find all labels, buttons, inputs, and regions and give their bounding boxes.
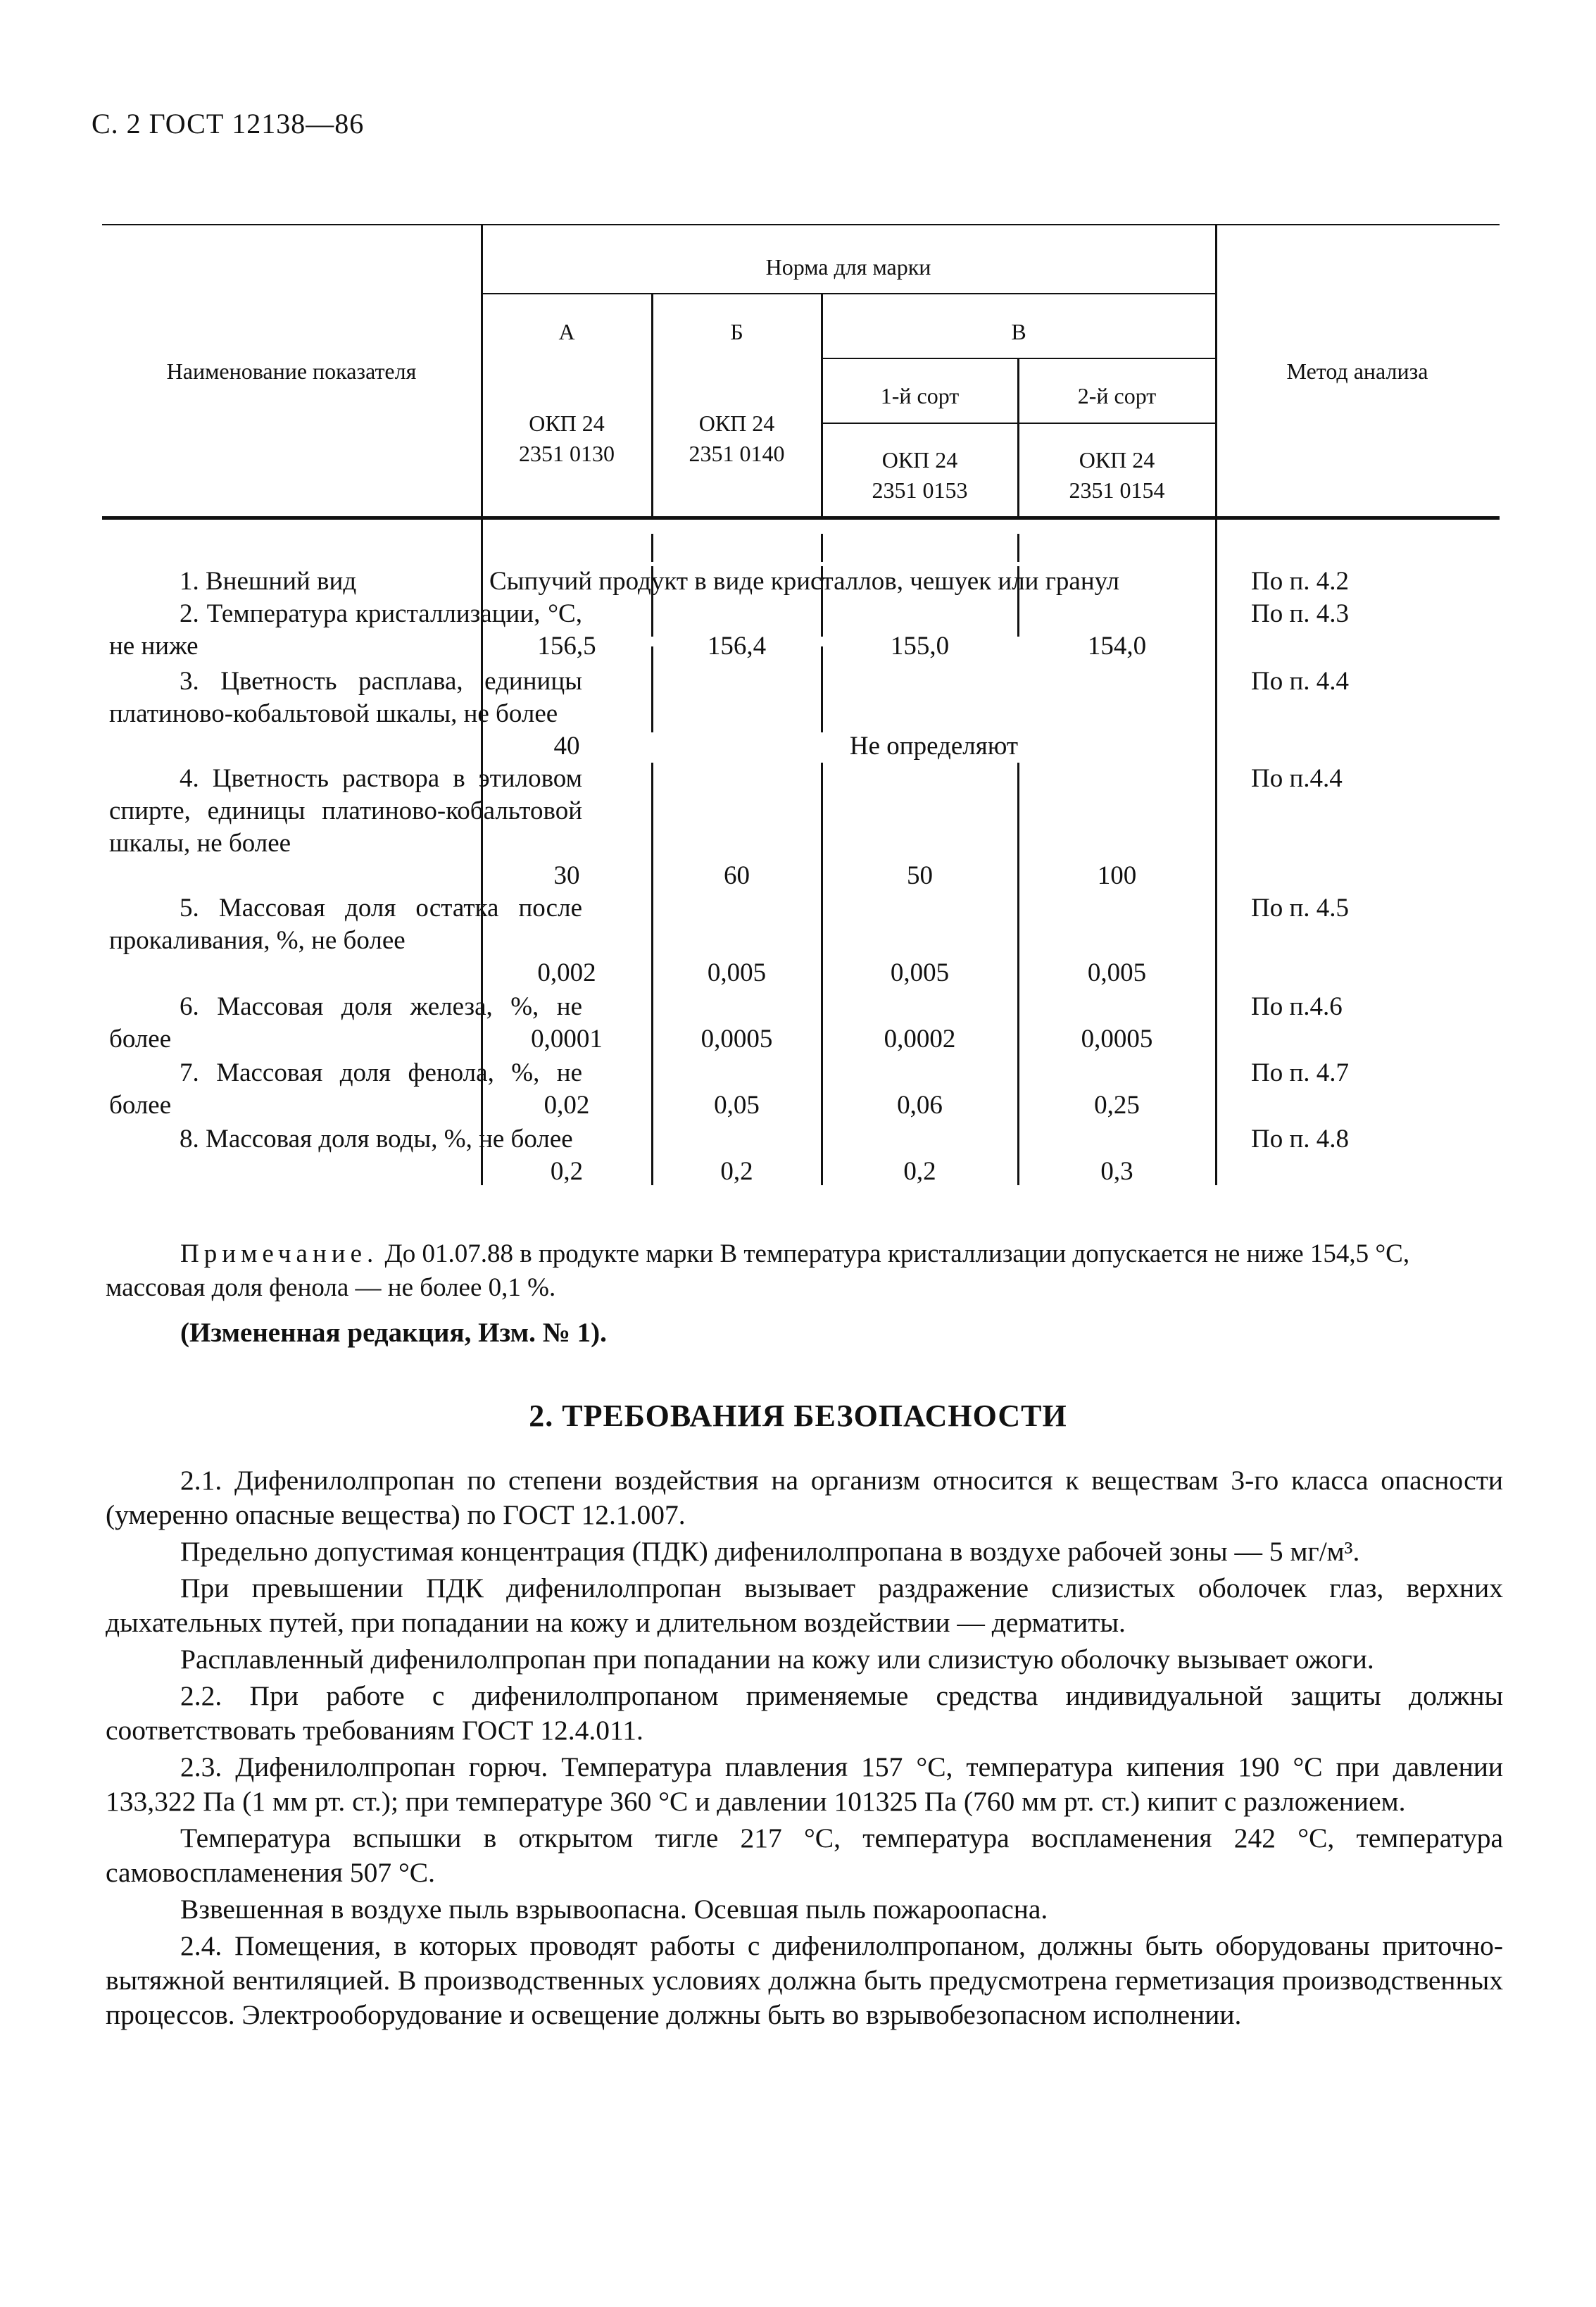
sort1-header: 1-й сорт <box>880 383 960 408</box>
okp-v1 <box>822 445 1017 506</box>
header-bottom-rule <box>102 516 1500 520</box>
col-sep-b-v-row1 <box>821 534 823 562</box>
paragraph: Температура вспышки в открытом тигле 217 °С, температура воспламенения 242 °С, температура самовоспламенения 507 °С. <box>106 1823 1503 1888</box>
row-1-method: По п. 4.2 <box>1251 567 1350 596</box>
row-2-v2: 154,0 <box>1087 632 1147 661</box>
paragraph: Расплавленный дифенилолпропан при попадании на кожу или слизистую оболочку вызывает ожоги. <box>180 1644 1374 1675</box>
paragraph: 2.3. Дифенилолпропан горюч. Температура плавления 157 °С, температура кипения 190 °С при давлении 133,322 Па (1 мм рт. ст.); при температуре 360 °С и давлении 101325 Па (760 мм рт. ст.) кипит с разложением. <box>106 1751 1503 1817</box>
norm-header: Норма для марки <box>765 254 931 280</box>
okp-b <box>653 408 821 469</box>
sort2-header: 2-й сорт <box>1077 383 1157 408</box>
row-5-method: По п. 4.5 <box>1251 894 1350 923</box>
row-8-v2: 0,3 <box>1100 1157 1133 1186</box>
section-title: 2. ТРЕБОВАНИЯ БЕЗОПАСНОСТИ <box>529 1399 1067 1433</box>
paragraph: Взвешенная в воздухе пыль взрывоопасна. Осевшая пыль пожароопасна. <box>180 1894 1048 1925</box>
section-body <box>106 1463 1503 2034</box>
row-3-name: 3. Цветность расплава, единицы платиново-кобальтовой шкалы, не более <box>109 667 582 728</box>
norm-header-rule <box>482 293 1216 294</box>
row-7-a: 0,02 <box>543 1091 590 1120</box>
row-4-b: 60 <box>724 861 750 890</box>
row-1-span-value: Сыпучий продукт в виде кристаллов, чешуек или гранул <box>489 567 1119 596</box>
grade-b-header: Б <box>730 319 743 344</box>
row-6-v2: 0,0005 <box>1081 1025 1153 1054</box>
row-6-method: По п.4.6 <box>1251 992 1343 1021</box>
row-2-b: 156,4 <box>707 632 767 661</box>
paragraph: При превышении ПДК дифенилолпропан вызывает раздражение слизистых оболочек глаз, верхних дыхательных путей, при попадании на кожу и длительном воздействии — дерматиты. <box>106 1573 1503 1638</box>
paragraph: 2.1. Дифенилолпропан по степени воздействия на организм относится к веществам 3-го класса опасности (умеренно опасные вещества) по ГОСТ 12.1.007. <box>106 1465 1503 1530</box>
okp-b-line1: ОКП 24 <box>698 411 775 436</box>
okp-a <box>482 408 651 469</box>
row-4-a: 30 <box>553 861 580 890</box>
row-4-v1: 50 <box>907 861 933 890</box>
okp-a-line1: ОКП 24 <box>529 411 605 436</box>
table-top-rule <box>102 224 1500 225</box>
row-4-v2: 100 <box>1097 861 1137 890</box>
row-8-b: 0,2 <box>720 1157 753 1186</box>
row-6-name: 6. Массовая доля железа, %, не более <box>109 992 582 1054</box>
row-5-b: 0,005 <box>707 958 767 987</box>
name-column-header: Наименование показателя <box>166 358 417 384</box>
paragraph: Предельно допустимая концентрация (ПДК) дифенилолпропана в воздухе рабочей зоны — 5 мг/м³. <box>180 1536 1360 1567</box>
note-label: Примечание. <box>180 1239 379 1268</box>
row-8-v1: 0,2 <box>903 1157 936 1186</box>
row-2-name: 2. Температура кристаллизации, °С, не ниже <box>109 599 582 661</box>
grade-v-header: В <box>1011 319 1026 344</box>
row-3-method: По п. 4.4 <box>1251 667 1350 696</box>
okp-v1-line2: 2351 0153 <box>872 477 968 504</box>
row-5-v2: 0,005 <box>1087 958 1147 987</box>
row-1-name: 1. Внешний вид <box>180 567 357 596</box>
okp-a-line2: 2351 0130 <box>519 441 615 467</box>
row-8-a: 0,2 <box>550 1157 584 1186</box>
row-7-b: 0,05 <box>714 1091 760 1120</box>
okp-v2 <box>1019 445 1215 506</box>
row-7-name: 7. Массовая доля фенола, %, не более <box>109 1058 582 1120</box>
row-2-a: 156,5 <box>537 632 596 661</box>
method-column-header: Метод анализа <box>1286 358 1428 384</box>
row-4-name: 4. Цветность раствора в этиловом спирте, единицы платиново-кобальтовой шкалы, не более <box>109 764 582 858</box>
row-3-bv-span: Не определяют <box>849 732 1019 761</box>
edit-note: (Измененная редакция, Изм. № 1). <box>180 1318 607 1348</box>
okp-v1-line1: ОКП 24 <box>881 447 958 473</box>
row-7-v2: 0,25 <box>1094 1091 1140 1120</box>
okp-v2-line1: ОКП 24 <box>1079 447 1155 473</box>
okp-v2-line2: 2351 0154 <box>1069 477 1165 504</box>
row-7-method: По п. 4.7 <box>1251 1058 1350 1087</box>
paragraph: 2.4. Помещения, в которых проводят работы с дифенилолпропаном, должны быть оборудованы приточно-вытяжной вентиляцией. В производственных условиях должна быть предусмотрена герметизация производственных процессов. Электрооборудование и освещение должны быть во взрывобезопасном исполнении. <box>106 1930 1503 2030</box>
paragraph: 2.2. При работе с дифенилолпропаном применяемые средства индивидуальной защиты должны соответствовать требованиям ГОСТ 12.4.011. <box>106 1680 1503 1746</box>
col-sep-a-b-row1 <box>651 534 653 562</box>
specification-table <box>102 224 1500 1185</box>
row-6-b: 0,0005 <box>700 1025 773 1054</box>
row-8-name: 8. Массовая доля воды, %, не более <box>180 1125 573 1154</box>
okp-b-line2: 2351 0140 <box>689 441 785 467</box>
col-sep-v1-v2-row1 <box>1017 534 1019 562</box>
row-5-v1: 0,005 <box>890 958 950 987</box>
row-2-v1: 155,0 <box>890 632 950 661</box>
row-3-a: 40 <box>553 732 580 761</box>
grade-a-header: А <box>558 319 575 344</box>
row-2-method: По п. 4.3 <box>1251 599 1350 628</box>
table-note <box>106 1237 1500 1305</box>
row-8-method: По п. 4.8 <box>1251 1125 1350 1154</box>
row-7-v1: 0,06 <box>897 1091 943 1120</box>
row-4-method: По п.4.4 <box>1251 764 1343 793</box>
row-6-a: 0,0001 <box>531 1025 603 1054</box>
page-header: С. 2 ГОСТ 12138—86 <box>92 108 365 139</box>
row-6-v1: 0,0002 <box>884 1025 956 1054</box>
row-5-a: 0,002 <box>537 958 596 987</box>
note-text: До 01.07.88 в продукте марки В температура кристаллизации допускается не ниже 154,5 °С, массовая доля фенола — не более 0,1 %. <box>106 1239 1410 1302</box>
row-5-name: 5. Массовая доля остатка после прокаливания, %, не более <box>109 894 582 955</box>
